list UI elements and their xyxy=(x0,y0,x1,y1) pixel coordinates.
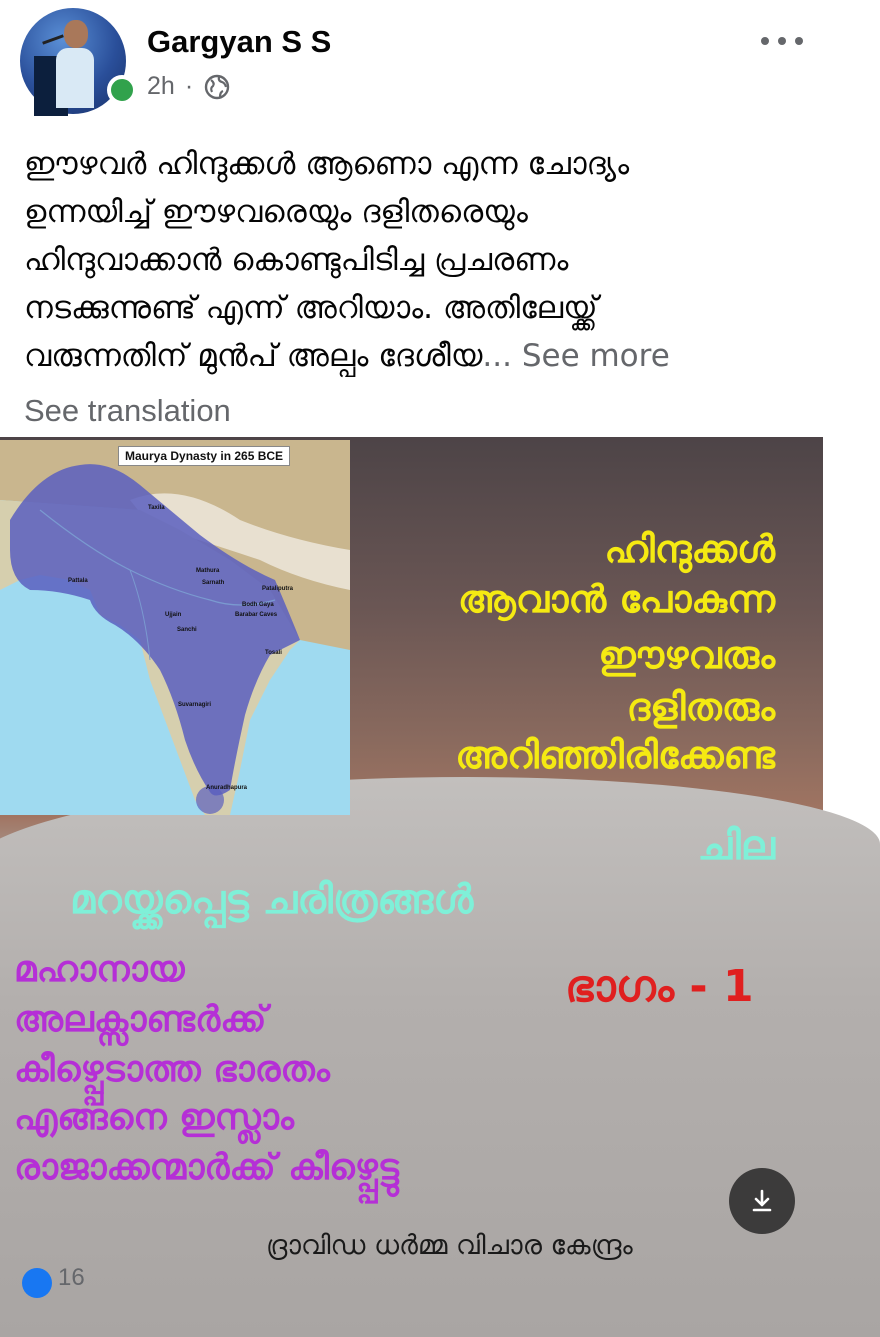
author-name[interactable]: Gargyan S S xyxy=(147,24,332,59)
headline-yellow-line: ആവാൻ പോകുന്ന xyxy=(457,577,775,621)
headline-cyan-line: ചില xyxy=(697,823,775,869)
maurya-map xyxy=(0,440,350,815)
map-place-label: Pataliputra xyxy=(262,586,294,592)
credit-text: ദ്രാവിഡ ധർമ്മ വിചാര കേന്ദ്രം xyxy=(266,1230,633,1261)
headline-magenta-line: അലക്സാണ്ടർക്ക് xyxy=(14,999,267,1040)
map-title: Maurya Dynasty in 265 BCE xyxy=(118,446,290,466)
online-status-icon xyxy=(107,75,137,105)
like-reaction-icon xyxy=(22,1268,52,1298)
download-button[interactable] xyxy=(729,1168,795,1234)
post-text-line-last xyxy=(24,332,804,380)
map-place-label: Mathura xyxy=(196,568,220,574)
download-icon xyxy=(747,1186,777,1216)
post-text xyxy=(24,140,804,380)
map-place-label: Sanchi xyxy=(177,627,197,633)
post-header xyxy=(0,0,823,130)
post-text-line: ഹിന്ദുവാക്കാൻ കൊണ്ടുപിടിച്ച പ്രചരണം xyxy=(24,242,569,278)
globe-icon[interactable] xyxy=(203,73,231,101)
post-text-line: വരുന്നതിന് മുൻപ് അല്പം ദേശീയ xyxy=(24,338,483,374)
headline-magenta-line: രാജാക്കന്മാർക്ക് കീഴ്പ്പെട്ടു xyxy=(14,1147,399,1188)
headline-cyan-line: മറയ്ക്കപ്പെട്ട ചരിത്രങ്ങൾ xyxy=(70,877,474,923)
see-translation-link[interactable]: See translation xyxy=(24,393,231,428)
reactions-bar[interactable] xyxy=(22,1264,85,1291)
part-label: ഭാഗം - 1 xyxy=(565,961,754,1012)
map-place-label: Ujjain xyxy=(165,612,182,618)
post-text-line: നടക്കുന്നുണ്ട് എന്ന് അറിയാം. അതിലേയ്ക്ക് xyxy=(24,290,598,326)
map-place-label: Taxila xyxy=(148,505,165,511)
ellipsis: ... xyxy=(482,338,512,374)
headline-magenta-line: എങ്ങനെ ഇസ്ലാം xyxy=(14,1097,294,1138)
headline-magenta-line: കീഴ്പ്പെടാത്ത ഭാരതം xyxy=(14,1049,330,1090)
avatar-mic xyxy=(42,34,64,44)
more-dot xyxy=(778,37,786,45)
map-place-label: Tosali xyxy=(265,650,282,656)
map-place-label: Bodh Gaya xyxy=(242,602,274,608)
headline-magenta-line: മഹാനായ xyxy=(14,949,185,990)
meta-separator: · xyxy=(184,72,194,100)
headline-yellow-line: ദളിതരും xyxy=(626,685,775,729)
map-place-label: Suvarnagiri xyxy=(178,702,212,708)
avatar-person-body xyxy=(56,48,94,108)
see-more-link[interactable]: See more xyxy=(521,338,670,374)
map-graphic xyxy=(0,440,350,815)
map-place-label: Pattala xyxy=(68,578,88,584)
post-meta xyxy=(147,72,231,101)
headline-yellow-line: ഈഴവരും xyxy=(598,633,775,677)
map-place-label: Anuradhapura xyxy=(206,785,248,791)
more-dot xyxy=(761,37,769,45)
more-dot xyxy=(795,37,803,45)
post-text-line: ഈഴവർ ഹിന്ദുക്കൾ ആണൊ എന്ന ചോദ്യം xyxy=(24,146,630,182)
post-image[interactable] xyxy=(0,437,823,1280)
headline-yellow-line: അറിഞ്ഞിരിക്കേണ്ട xyxy=(455,733,775,777)
reaction-count: 16 xyxy=(58,1264,85,1291)
post-text-line: ഉന്നയിച്ച് ഈഴവരെയും ദളിതരെയും xyxy=(24,194,528,230)
post-time[interactable]: 2h xyxy=(147,72,175,100)
headline-yellow-line: ഹിന്ദുക്കൾ xyxy=(604,527,775,571)
avatar-person-head xyxy=(64,20,88,48)
map-place-label: Barabar Caves xyxy=(235,612,278,618)
map-place-label: Sarnath xyxy=(202,580,225,586)
more-options-icon[interactable] xyxy=(761,30,803,52)
